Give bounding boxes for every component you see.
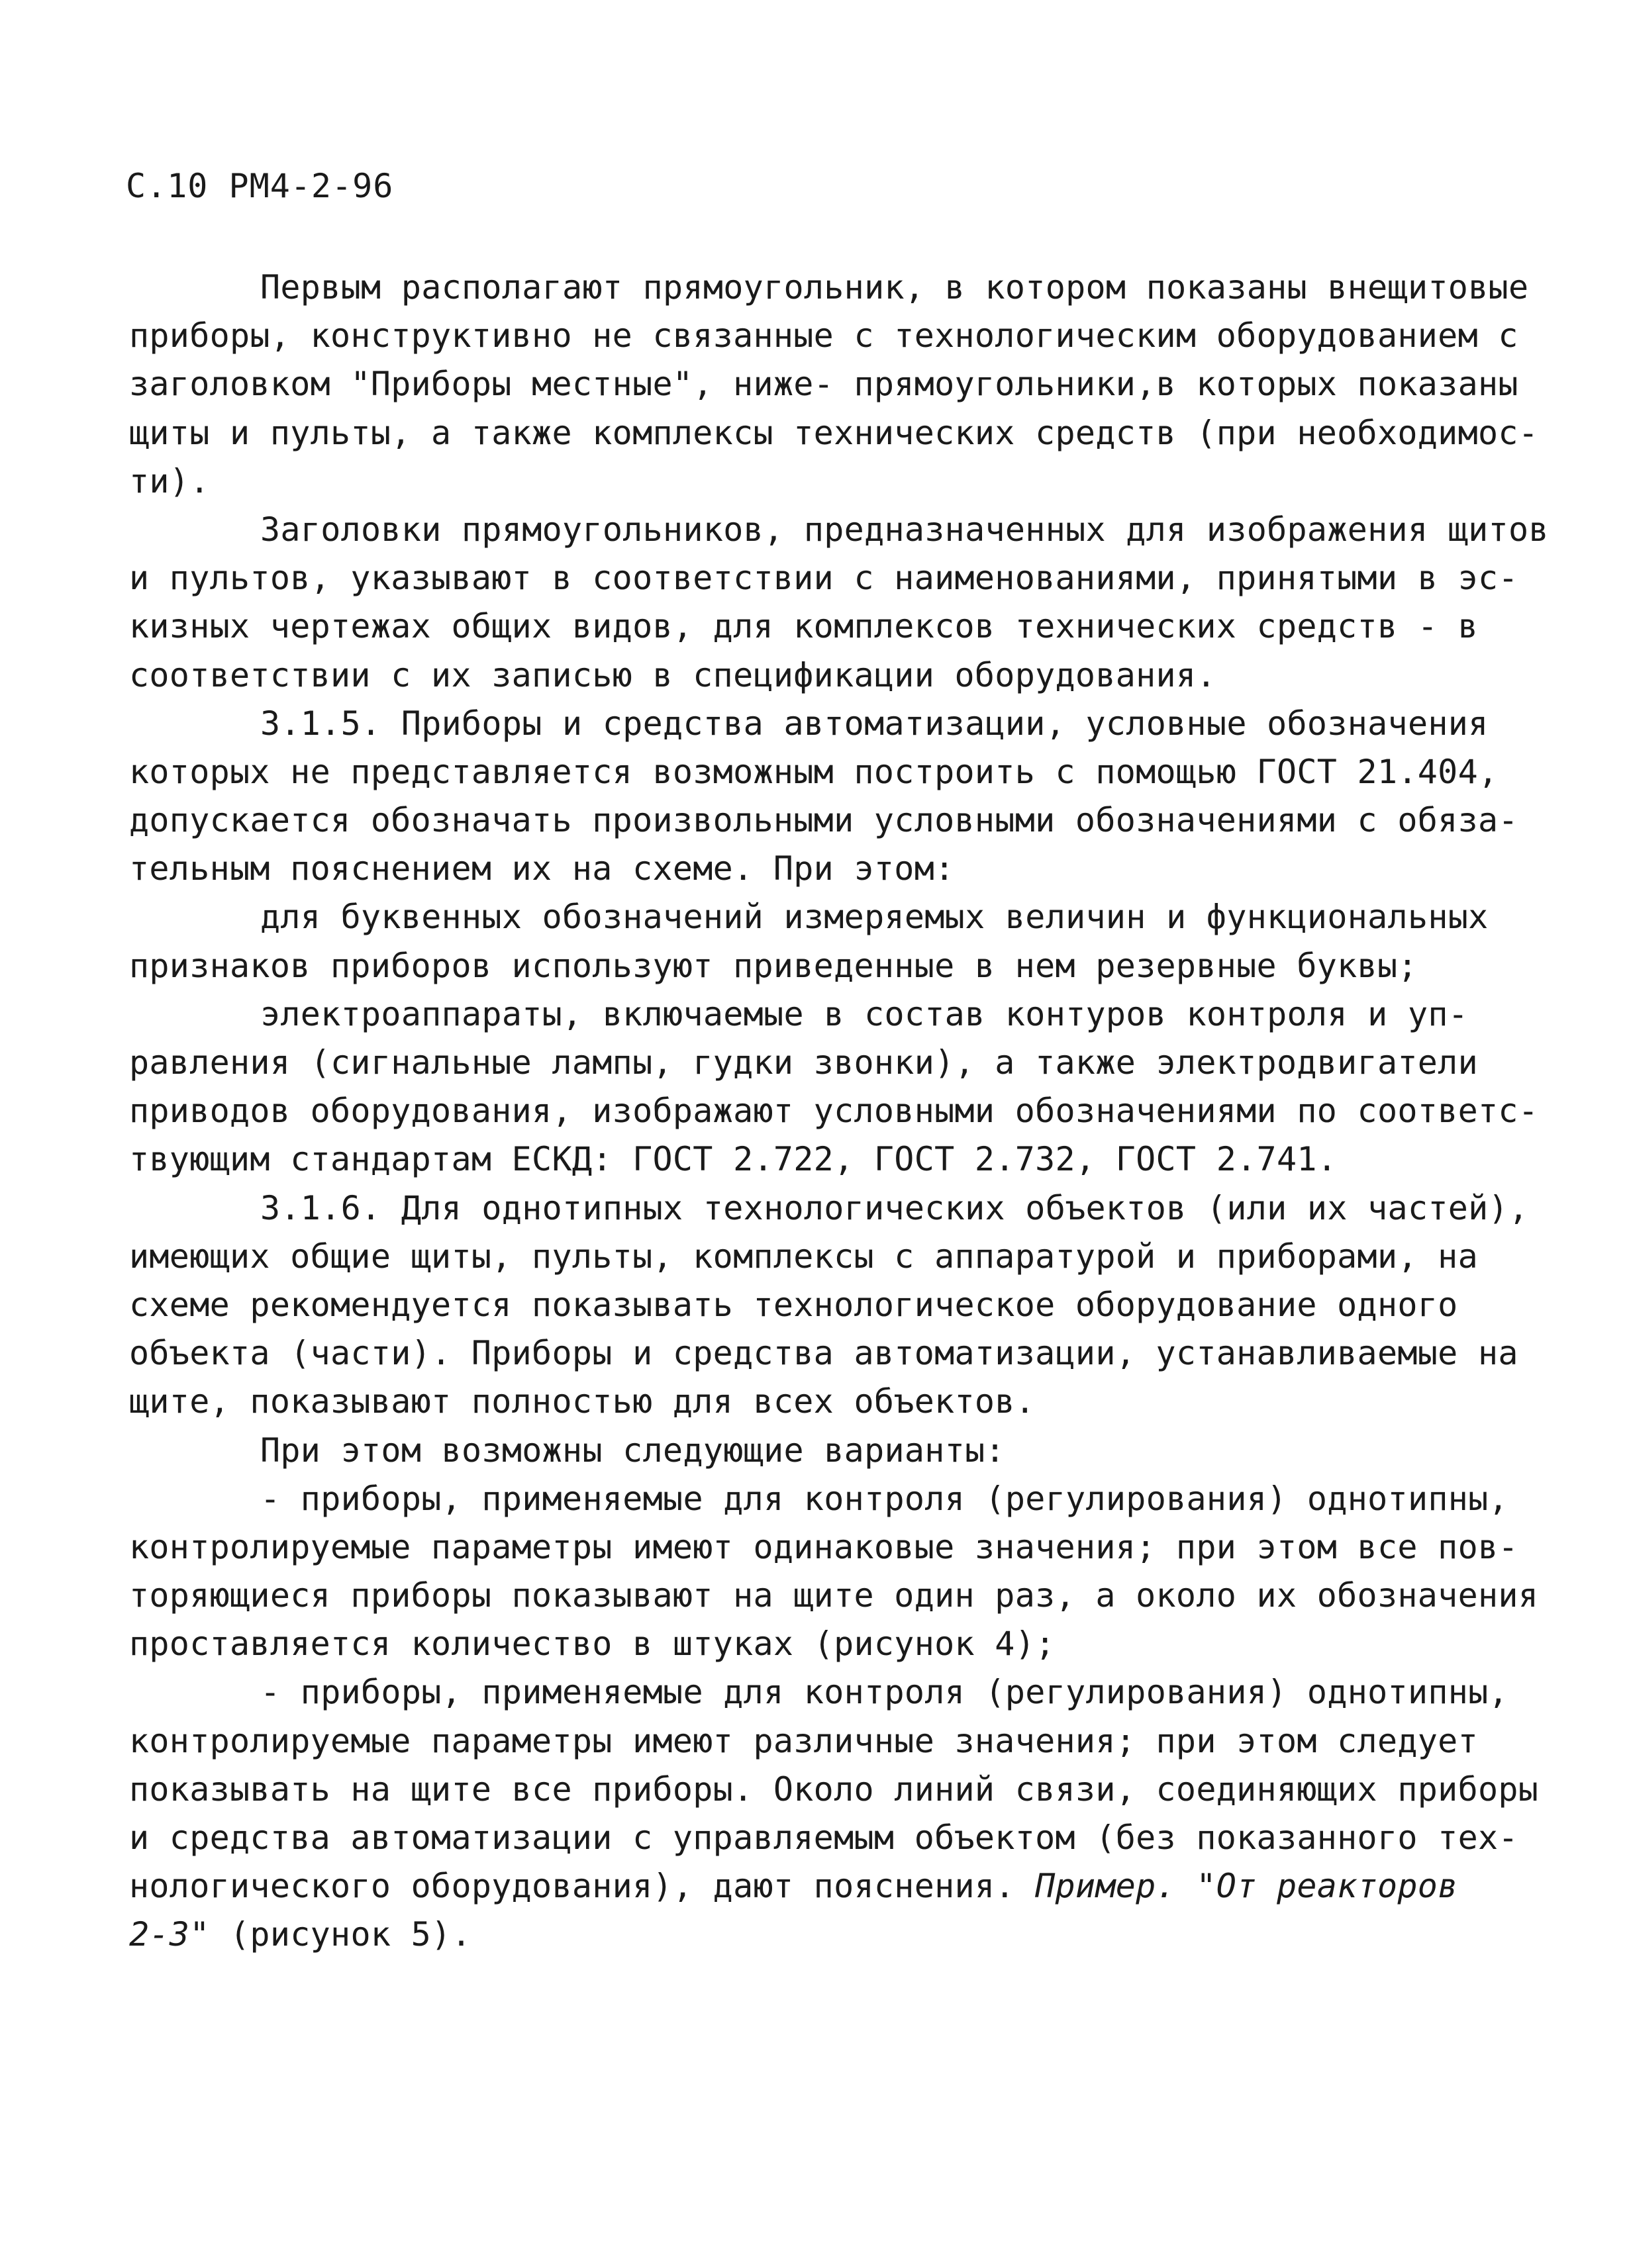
text-line xyxy=(129,1039,1493,1087)
example-label: Пример. xyxy=(1035,1867,1176,1906)
text-line-content: ти). xyxy=(129,461,210,500)
text-line-content: - приборы, применяемые для контроля (регулирования) однотипны, xyxy=(260,1673,1508,1712)
text-line-content: имеющих общие щиты, пульты, комплексы с аппаратурой и приборами, на xyxy=(129,1237,1478,1276)
text-line-content: 3.1.5. Приборы и средства автоматизации, условные обозначения xyxy=(260,704,1489,743)
text-line xyxy=(129,1087,1539,1135)
text-line-content: щиты и пульты, а также комплексы технических средств (при необходимос- xyxy=(129,413,1539,452)
text-line-content: Первым располагают прямоугольник, в котором показаны внещитовые xyxy=(260,268,1529,307)
text-line-content: заголовком "Приборы местные", ниже- прямоугольники,в которых показаны xyxy=(129,365,1518,404)
text-line xyxy=(129,651,1493,700)
text-line xyxy=(129,1378,1493,1426)
body-text xyxy=(129,263,1549,1960)
text-line xyxy=(129,263,1529,312)
text-line-content: проставляется количество в штуках (рисунок 4); xyxy=(129,1625,1056,1664)
text-line xyxy=(129,1523,1518,1572)
text-line-content: и пультов, указывают в соответствии с наименованиями, принятыми в эс- xyxy=(129,559,1518,598)
text-line-content: щите, показывают полностью для всех объектов. xyxy=(129,1382,1036,1421)
text-line xyxy=(129,312,1518,360)
text-line xyxy=(129,1329,1518,1378)
text-line xyxy=(129,1814,1518,1862)
text-line-content: признаков приборов используют приведенные в нем резервные буквы; xyxy=(129,946,1418,985)
text-line xyxy=(129,796,1518,845)
text-line-content: и средства автоматизации с управляемым объектом (без показанного тех- xyxy=(129,1819,1518,1857)
text-line xyxy=(129,845,1493,893)
text-line xyxy=(129,1717,1493,1766)
text-line-content: - приборы, применяемые для контроля (регулирования) однотипны, xyxy=(260,1479,1508,1518)
text-line-content: схеме рекомендуется показывать технологическое оборудование одного xyxy=(129,1285,1458,1324)
text-line xyxy=(129,748,1499,796)
text-line-content: электроаппараты, включаемые в состав контуров контроля и уп- xyxy=(260,994,1469,1033)
text-line xyxy=(129,700,1493,748)
text-line xyxy=(129,990,1493,1039)
text-line xyxy=(129,1862,1493,1911)
text-line xyxy=(129,506,1549,554)
text-line-content: тельным пояснением их на схеме. При этом: xyxy=(129,849,955,888)
text-line-content: При этом возможны следующие варианты: xyxy=(260,1431,1005,1470)
text-line xyxy=(129,1135,1493,1184)
text-line-content: соответствии с их записью в спецификации оборудования. xyxy=(129,655,1216,694)
text-line-content: для буквенных обозначений измеряемых величин и функциональных xyxy=(260,898,1489,937)
text-line-content: 3.1.6. Для однотипных технологических объектов (или их частей), xyxy=(260,1188,1529,1227)
text-line xyxy=(129,554,1518,602)
text-line-content: равления (сигнальные лампы, гудки звонки), а также электродвигатели xyxy=(129,1043,1478,1082)
text-line xyxy=(129,409,1539,457)
text-line xyxy=(129,1475,1508,1523)
text-line-content: твующим стандартам ЕСКД: ГОСТ 2.722, ГОСТ 2.732, ГОСТ 2.741. xyxy=(129,1140,1338,1179)
text-line xyxy=(129,893,1493,941)
text-line xyxy=(129,1281,1493,1329)
text-line-content: Заголовки прямоугольников, предназначенных для изображения щитов xyxy=(260,510,1549,549)
text-line xyxy=(129,1184,1529,1233)
text-line-content: приводов оборудования, изображают условными обозначениями по соответс- xyxy=(129,1092,1539,1131)
text-line xyxy=(129,1233,1493,1281)
text-line-content: показывать на щите все приборы. Около линий связи, соединяющих приборы xyxy=(129,1770,1539,1809)
text-line xyxy=(129,1766,1539,1814)
text-line xyxy=(129,1427,1493,1475)
example-quote-end: 2-3" xyxy=(129,1915,210,1954)
page-header: С.10 РМ4-2-96 xyxy=(126,167,394,205)
text-line-content: контролируемые параметры имеют одинаковые значения; при этом все пов- xyxy=(129,1527,1518,1566)
text-line xyxy=(129,1911,1493,1959)
text-line xyxy=(129,1572,1539,1620)
text-line-content: контролируемые параметры имеют различные значения; при этом следует xyxy=(129,1721,1478,1760)
text-line-content: (рисунок 5). xyxy=(209,1915,471,1954)
text-line-content: приборы, конструктивно не связанные с технологическим оборудованием с xyxy=(129,316,1518,355)
text-line xyxy=(129,602,1493,651)
text-line-content: торяющиеся приборы показывают на щите один раз, а около их обозначения xyxy=(129,1576,1539,1615)
text-line xyxy=(129,1668,1508,1717)
example-quote-start: "От реакторов xyxy=(1196,1867,1458,1906)
text-line xyxy=(129,360,1518,408)
text-line xyxy=(129,457,1493,506)
text-line-content: нологического оборудования), дают пояснения. xyxy=(129,1867,1015,1906)
text-line-content: кизных чертежах общих видов, для комплексов технических средств - в xyxy=(129,607,1478,646)
text-line-content: объекта (части). Приборы и средства автоматизации, устанавливаемые на xyxy=(129,1334,1518,1373)
text-line-content: допускается обозначать произвольными условными обозначениями с обяза- xyxy=(129,801,1518,840)
text-line xyxy=(129,942,1493,990)
text-line-content: которых не представляется возможным построить с помощью ГОСТ 21.404, xyxy=(129,752,1499,791)
text-line xyxy=(129,1620,1493,1668)
